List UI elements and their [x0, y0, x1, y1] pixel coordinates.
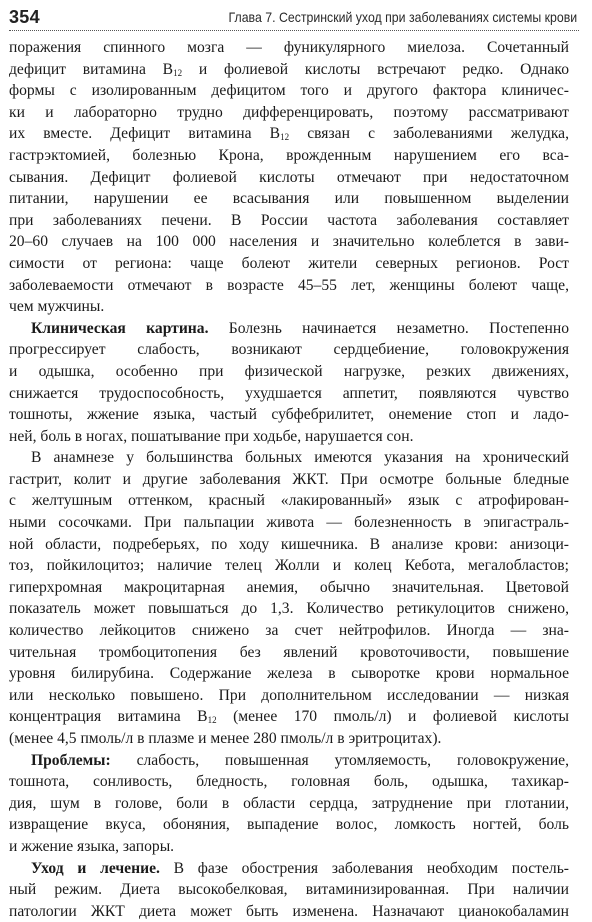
text-line: ный режим. Диета высокобелковая, витаминизированная. При наличии: [9, 881, 569, 899]
running-head: Глава 7. Сестринский уход при заболеваниях системы крови: [228, 9, 577, 25]
section-problems: Проблемы: слабость, повышенная утомляемость, головокружение,: [31, 751, 569, 769]
text-line: концентрация витамина $B_{12}$ (менее 170 пмоль/л) и фолиевой кислоты: [9, 708, 569, 726]
text-line: формы с изолированным дефицитом того и другого фактора клиничес-: [9, 82, 569, 100]
text-line: или несколько повышено. При дополнительном исследовании — низкая: [9, 686, 569, 704]
page-number: 354: [9, 7, 40, 27]
text-line: тошноты, жжение языка, частый субфебрилитет, онемение стоп и ладо-: [9, 406, 569, 424]
text-line: и одышка, особенно при физической нагрузке, резких движениях,: [9, 362, 569, 380]
text-line: гиперхромная макроцитарная анемия, обычно значительная. Цветовой: [9, 578, 569, 596]
text-line: их вместе. Дефицит витамина $B_{12}$ связан с заболеваниями желудка,: [9, 125, 569, 143]
text-line: и жжение языка, запоры.: [9, 837, 175, 855]
text-line: гастрэктомией, болезнью Крона, врожденным нарушением его вса-: [9, 146, 569, 164]
text-line: поражения спинного мозга — фуникулярного миелоза. Сочетанный: [9, 39, 569, 56]
text-line: ной области, подреберьях, по ходу кишечника. В анализе крови: анизоци-: [9, 535, 569, 553]
body-text: [9, 37, 569, 922]
section-heading: Проблемы:: [31, 751, 111, 769]
section-heading: Уход и лечение.: [31, 859, 160, 877]
text-line: чительная тромбоцитопения без явлений кровоточивости, повышение: [9, 643, 569, 661]
text-line: чем мужчины.: [9, 298, 105, 316]
text-line: питании, нарушении ее всасывания или повышенном выделении: [9, 190, 569, 208]
text-line: 20–60 случаев на 100 000 населения и значительно колеблется в зави-: [9, 233, 569, 251]
text-line: уровня билирубина. Содержание железа в сыворотке крови нормальное: [9, 665, 569, 683]
text-line: гастрит, колит и другие заболевания ЖКТ. При осмотре больные бледные: [9, 470, 569, 488]
text-line: снижается трудоспособность, ухудшается аппетит, появляются чувство: [9, 384, 569, 402]
text-line: количество лейкоцитов снижено за счет нейтрофилов. Иногда — зна-: [9, 622, 569, 640]
text-line: ней, боль в ногах, пошатывание при ходьбе, нарушается сон.: [9, 427, 414, 445]
section-care-treatment: Уход и лечение. В фазе обострения заболевания необходим постель-: [31, 859, 569, 877]
text-line: ными сосочками. При пальпации живота — болезненность в эпигастраль-: [9, 514, 569, 532]
text-line: извращение вкуса, обоняния, выпадение волос, ломкость ногтей, боль: [9, 816, 569, 834]
text-line: симости от региона: чаще болеют жители северных регионов. Рост: [9, 254, 569, 272]
text-line: дефицит витамина $B_{12}$ и фолиевой кислоты встречают редко. Однако: [9, 60, 569, 78]
section-heading: Клиническая картина.: [31, 319, 209, 337]
text-line: сывания. Дефицит фолиевой кислоты отмечают при недостаточном: [9, 168, 569, 186]
text-line: показатель может повышаться до 1,3. Количество ретикулоцитов снижено,: [9, 600, 569, 618]
text-line: заболеваемости отмечают в возрасте 45–55 лет, женщины болеют чаще,: [9, 276, 569, 294]
text-line: прогрессирует слабость, возникают сердцебиение, головокружения: [9, 341, 569, 359]
text-line: дия, шум в голове, боли в области сердца, затруднение при глотании,: [9, 794, 569, 812]
text-line: с желтушным оттенком, красный «лакированный» язык с атрофирован-: [9, 492, 569, 510]
text-line: при заболеваниях печени. В России частота заболевания составляет: [9, 211, 569, 229]
text-line: В анамнезе у большинства больных имеются указания на хронический: [31, 449, 569, 467]
section-clinical-picture: Клиническая картина. Болезнь начинается незаметно. Постепенно: [31, 319, 569, 337]
text-line: патологии ЖКТ диета может быть изменена. Назначают цианокобаламин: [9, 902, 569, 920]
text-line: тоз, пойкилоцитоз; наличие телец Жолли и колец Кебота, мегалобластов;: [9, 557, 569, 575]
text-line: (менее 4,5 пмоль/л в плазме и менее 280 пмоль/л в эритроцитах).: [9, 730, 442, 747]
header-divider: [9, 30, 579, 31]
text-line: ки и лабораторно трудно дифференцировать, поэтому рассматривают: [9, 103, 569, 121]
page-header: [9, 7, 587, 29]
text-line: тошнота, сонливость, бледность, головная боль, одышка, тахикар-: [9, 773, 569, 791]
